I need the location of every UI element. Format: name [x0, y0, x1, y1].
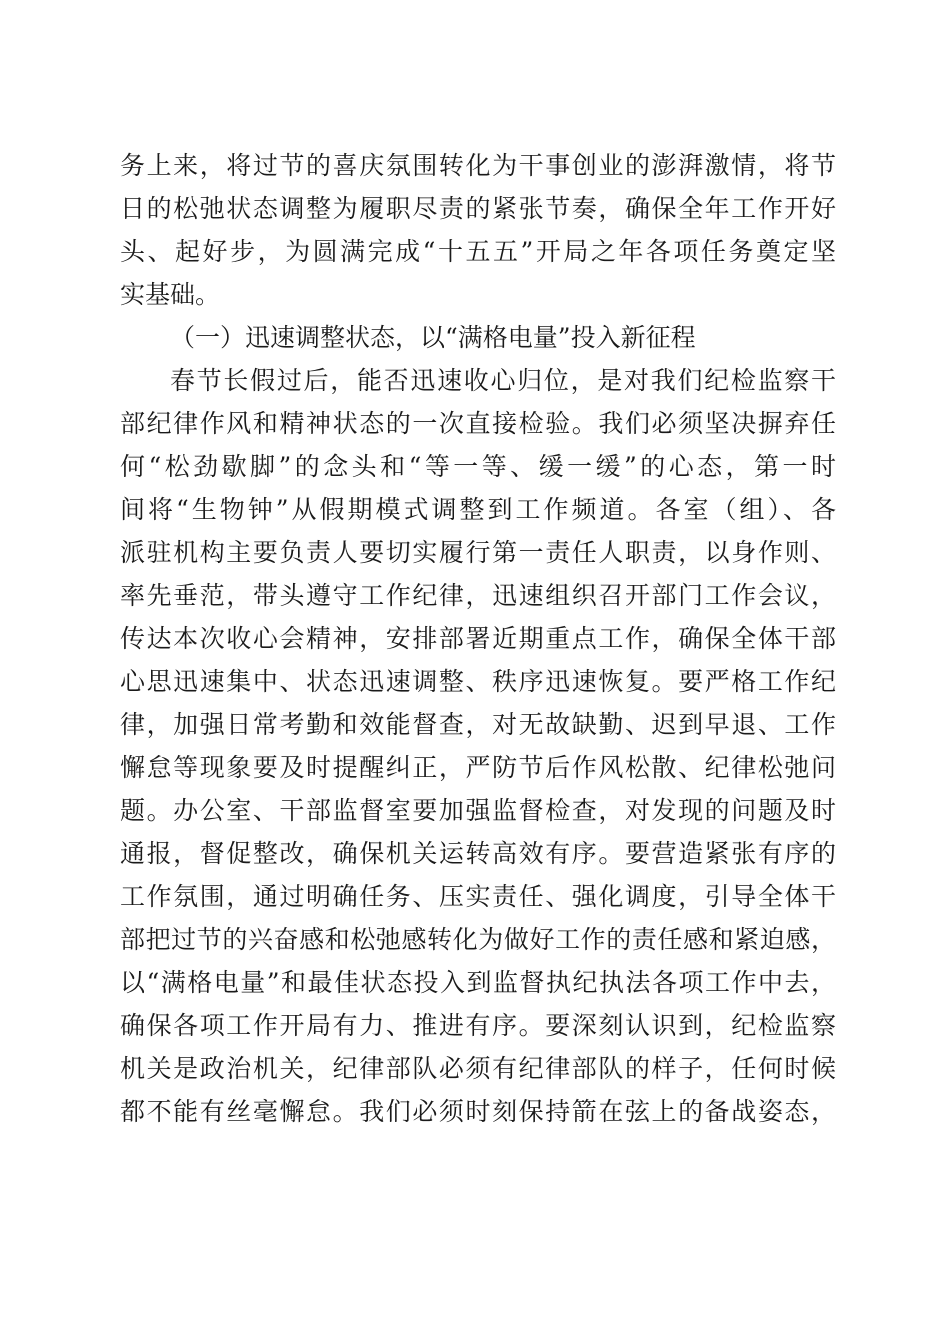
paragraph-line: 何“松劲歇脚”的念头和“等一等、缓一缓”的心态，第一时 — [120, 452, 836, 481]
paragraph-line: 题。办公室、干部监督室要加强监督检查，对发现的问题及时 — [120, 796, 836, 825]
paragraph-line: 都不能有丝毫懈怠。我们必须时刻保持箭在弦上的备战姿态， — [120, 1097, 836, 1126]
paragraph-line: 部纪律作风和精神状态的一次直接检验。我们必须坚决摒弃任 — [120, 409, 836, 438]
paragraph-line: 率先垂范，带头遵守工作纪律，迅速组织召开部门工作会议， — [120, 581, 836, 610]
paragraph-line: 传达本次收心会精神，安排部署近期重点工作，确保全体干部 — [120, 624, 836, 653]
paragraph-line: 日的松弛状态调整为履职尽责的紧张节奏，确保全年工作开好 — [120, 194, 836, 223]
paragraph-line: 确保各项工作开局有力、推进有序。要深刻认识到，纪检监察 — [120, 1011, 836, 1040]
paragraph-line: 派驻机构主要负责人要切实履行第一责任人职责，以身作则、 — [120, 538, 836, 567]
paragraph-line: 懈怠等现象要及时提醒纠正，严防节后作风松散、纪律松弛问 — [120, 753, 836, 782]
paragraph-line: 头、起好步，为圆满完成“十五五”开局之年各项任务奠定坚 — [120, 237, 836, 266]
paragraph-line: 机关是政治机关，纪律部队必须有纪律部队的样子，任何时候 — [120, 1054, 836, 1083]
paragraph-line: 务上来，将过节的喜庆氛围转化为干事创业的澎湃激情，将节 — [120, 151, 836, 180]
paragraph-line: 工作氛围，通过明确任务、压实责任、强化调度，引导全体干 — [120, 882, 836, 911]
paragraph-line: 部把过节的兴奋感和松弛感转化为做好工作的责任感和紧迫感， — [120, 925, 836, 954]
paragraph-line: 心思迅速集中、状态迅速调整、秩序迅速恢复。要严格工作纪 — [120, 667, 836, 696]
paragraph-line: 律，加强日常考勤和效能督查，对无故缺勤、迟到早退、工作 — [120, 710, 836, 739]
paragraph-line: 通报，督促整改，确保机关运转高效有序。要营造紧张有序的 — [120, 839, 836, 868]
paragraph-line: 间将“生物钟”从假期模式调整到工作频道。各室（组）、各 — [120, 495, 836, 524]
section-heading: （一）迅速调整状态，以“满格电量”投入新征程 — [170, 323, 696, 352]
paragraph-line: 春节长假过后，能否迅速收心归位，是对我们纪检监察干 — [170, 366, 836, 395]
paragraph-line: 以“满格电量”和最佳状态投入到监督执纪执法各项工作中去， — [120, 968, 836, 997]
paragraph-line: 实基础。 — [120, 280, 221, 309]
